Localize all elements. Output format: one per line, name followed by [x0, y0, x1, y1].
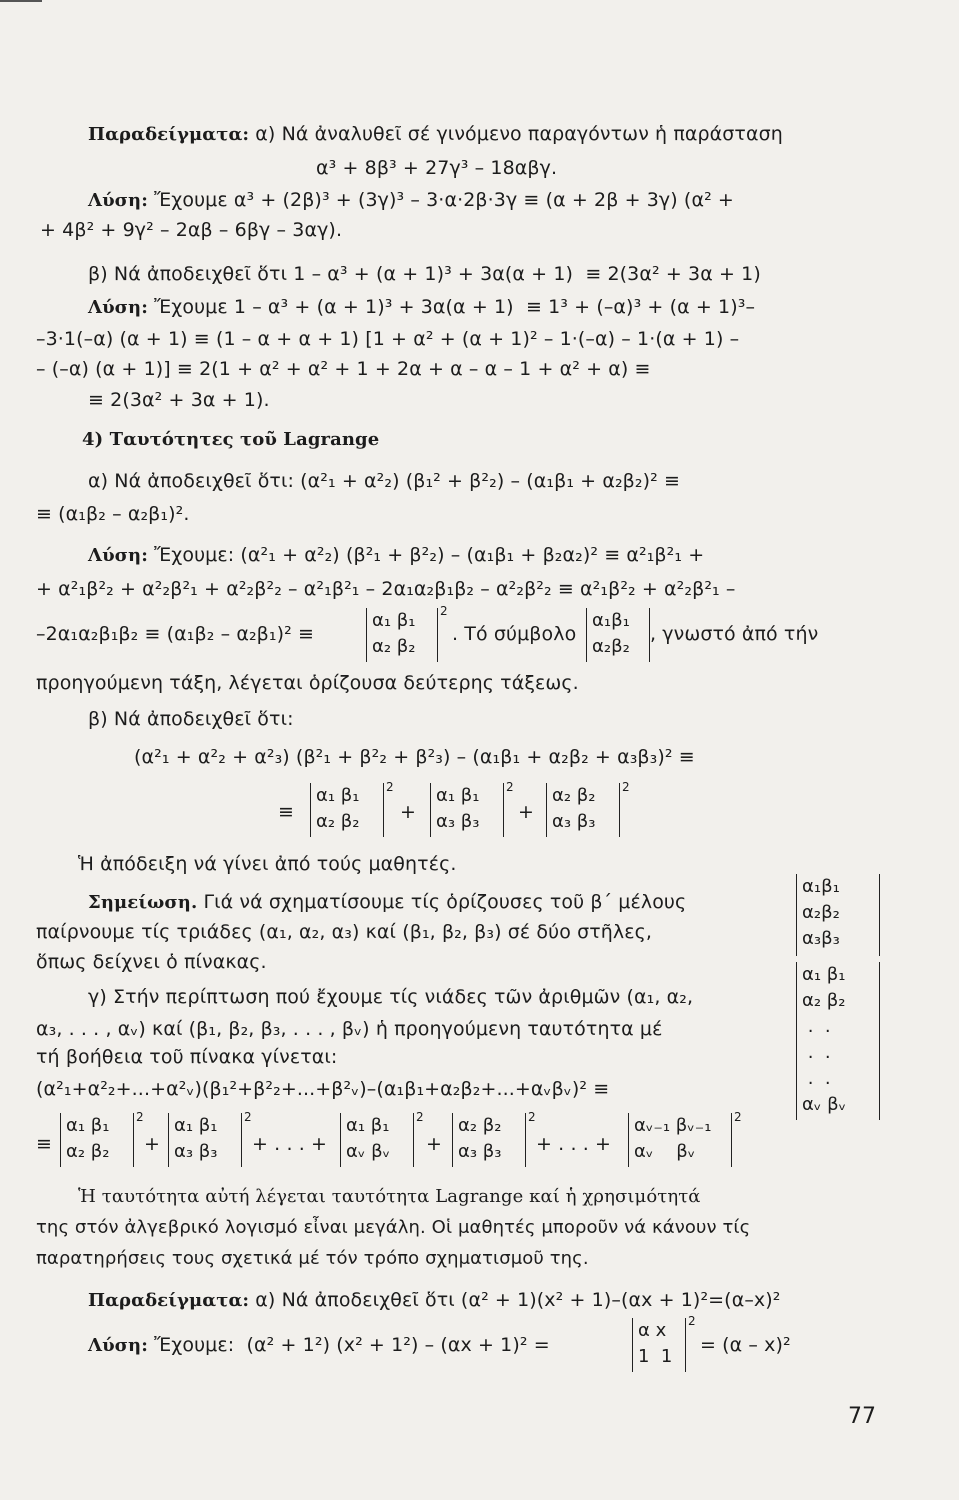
text: Ἔχουμε: (α² + 1²) (x² + 1²) – (αx + 1)² = — [147, 1334, 550, 1356]
text: α) Νά ἀποδειχθεῖ ὅτι: (α²₁ + α²₂) (β₁² + β²₂) – (α₁β₁ + α₂β₂)² ≡ — [88, 470, 681, 492]
determinant: α₁ β₁ α₂ β₂ — [60, 1113, 134, 1167]
solution-label: Λύση: — [88, 297, 148, 318]
text: Ἡ ταυτότητα αὐτή λέγεται ταυτότητα Lagrange καί ἡ χρησιμότητά — [78, 1186, 701, 1207]
text-line — [36, 357, 926, 381]
exponent: 2 — [506, 780, 514, 794]
text-line — [36, 920, 796, 944]
text-line — [40, 218, 920, 242]
determinant: α₂ β₂ α₃ β₃ — [546, 783, 620, 837]
ellipsis-plus: + . . . + — [536, 1133, 612, 1155]
solution-line — [88, 543, 948, 568]
note-line — [88, 890, 788, 915]
text: ≡ 2(3α² + 3α + 1). — [88, 389, 270, 411]
text: –2α₁α₂β₁β₂ ≡ (α₁β₂ – α₂β₁)² ≡ — [36, 623, 315, 645]
exponent: 2 — [136, 1110, 144, 1124]
plus-symbol: + — [518, 801, 535, 823]
text: α₃, . . . , αᵥ) καί (β₁, β₂, β₃, . . . , βᵥ) ἡ προηγούμενη ταυτότητα μέ — [36, 1018, 663, 1040]
example-heading-line — [88, 1288, 948, 1313]
text-line — [36, 1247, 836, 1271]
text: . Τό σύμβολο — [452, 623, 577, 645]
plus-symbol: + — [400, 801, 417, 823]
text: προηγούμενη τάξη, λέγεται ὁρίζουσα δεύτερης τάξεως. — [36, 672, 579, 694]
determinant: α₁ β₁ αᵥ βᵥ — [340, 1113, 414, 1167]
text: , γνωστό ἀπό τήν — [650, 623, 819, 645]
pairing-table: α₁ β₁ α₂ β₂ . . . . . . αᵥ βᵥ — [796, 962, 880, 1120]
text: Γιά νά σχηματίσουμε τίς ὁρίζουσες τοῦ β΄ μέλους — [197, 891, 687, 913]
pairing-table: α₁β₁ α₂β₂ α₃β₃ — [796, 874, 880, 956]
equation-line — [316, 156, 916, 180]
text: + α²₁β²₂ + α²₂β²₁ + α²₂β²₂ – α²₁β²₁ – 2α₁α₂β₁β₂ – α²₂β²₂ ≡ α²₁β²₂ + α²₂β²₁ – — [36, 578, 736, 600]
exponent: 2 — [688, 1314, 696, 1328]
determinant: α₁ β₁ α₂ β₂ — [310, 783, 384, 837]
text-line — [88, 262, 948, 286]
exponent: 2 — [416, 1110, 424, 1124]
text-line — [36, 1045, 536, 1069]
text-line — [36, 502, 536, 526]
solution-label: Λύση: — [88, 1335, 148, 1356]
text: – (–α) (α + 1)] ≡ 2(1 + α² + α² + 1 + 2α + α – α – 1 + α² + α) ≡ — [36, 358, 651, 380]
text: (α²₁ + α²₂ + α²₃) (β²₁ + β²₂ + β²₃) – (α₁β₁ + α₂β₂ + α₃β₃)² ≡ — [134, 746, 695, 768]
text: τή βοήθεια τοῦ πίνακα γίνεται: — [36, 1046, 338, 1068]
solution-label: Λύση: — [88, 545, 148, 566]
text-line — [36, 1077, 796, 1101]
text-line — [134, 745, 934, 769]
determinant: α₁ β₁ α₃ β₃ — [430, 783, 504, 837]
determinant: αᵥ₋₁ βᵥ₋₁ αᵥ βᵥ — [628, 1113, 732, 1167]
determinant: α x 1 1 — [632, 1318, 686, 1372]
exponent: 2 — [244, 1110, 252, 1124]
section-title: 4) Ταυτότητες τοῦ Lagrange — [82, 429, 380, 450]
text-line — [88, 707, 588, 731]
text: της στόν ἀλγεβρικό λογισμό εἶναι μεγάλη. Οἱ μαθητές μποροῦν νά κάνουν τίς — [36, 1217, 751, 1238]
determinant: α₁β₁ α₂β₂ — [586, 608, 650, 662]
text: β) Νά ἀποδειχθεῖ ὅτι 1 – α³ + (α + 1)³ + 3α(α + 1) ≡ 2(3α² + 3α + 1) — [88, 263, 761, 285]
text-line — [36, 1017, 786, 1041]
text: α) Νά ἀποδειχθεῖ ὅτι (α² + 1)(x² + 1)–(αx + 1)²=(α–x)² — [249, 1289, 781, 1311]
text-line — [78, 1185, 938, 1209]
ellipsis-plus: + . . . + — [252, 1133, 328, 1155]
solution-line — [88, 188, 948, 213]
text-line — [36, 327, 926, 351]
solution-line — [88, 1333, 648, 1358]
exponent: 2 — [440, 604, 448, 618]
text: = (α – x)² — [700, 1334, 791, 1356]
text: γ) Στήν περίπτωση πού ἔχουμε τίς νιάδες τῶν ἀριθμῶν (α₁, α₂, — [88, 986, 694, 1008]
text: (α²₁+α²₂+...+α²ᵥ)(β₁²+β²₂+...+β²ᵥ)–(α₁β₁+α₂β₂+...+αᵥβᵥ)² ≡ — [36, 1078, 610, 1100]
text: Ἔχουμε 1 – α³ + (α + 1)³ + 3α(α + 1) ≡ 1³ + (–α)³ + (α + 1)³– — [147, 296, 756, 318]
exponent: 2 — [734, 1110, 742, 1124]
text: β) Νά ἀποδειχθεῖ ὅτι: — [88, 708, 294, 730]
solution-line — [88, 295, 948, 320]
text-line — [700, 1333, 860, 1357]
text-line — [88, 469, 948, 493]
determinant: α₂ β₂ α₃ β₃ — [452, 1113, 526, 1167]
text: α³ + 8β³ + 27γ³ – 18αβγ. — [316, 157, 558, 179]
solution-label: Λύση: — [88, 190, 148, 211]
page-number: 77 — [848, 1404, 876, 1429]
determinant: α₁ β₁ α₂ β₂ — [366, 608, 438, 662]
text: Ἡ ἀπόδειξη νά γίνει ἀπό τούς μαθητές. — [78, 853, 457, 875]
text: –3·1(–α) (α + 1) ≡ (1 – α + α + 1) [1 + α² + (α + 1)² – 1·(–α) – 1·(α + 1) – — [36, 328, 740, 350]
determinant: α₁ β₁ α₃ β₃ — [168, 1113, 242, 1167]
section-heading — [82, 428, 682, 452]
text-line — [36, 622, 366, 646]
equiv-symbol: ≡ — [278, 801, 295, 823]
text-line — [88, 985, 788, 1009]
text: παρατηρήσεις τους σχετικά μέ τόν τρόπο σχηματισμοῦ της. — [36, 1248, 589, 1269]
text: παίρνουμε τίς τριάδες (α₁, α₂, α₃) καί (β₁, β₂, β₃) σέ δύο στῆλες, — [36, 921, 653, 943]
exponent: 2 — [528, 1110, 536, 1124]
text: ≡ (α₁β₂ – α₂β₁)². — [36, 503, 190, 525]
examples-label: Παραδείγματα: — [88, 124, 250, 145]
text-line — [650, 622, 900, 646]
text: + 4β² + 9γ² – 2αβ – 6βγ – 3αγ). — [40, 219, 343, 241]
examples-label: Παραδείγματα: — [88, 1290, 250, 1311]
text: α) Νά ἀναλυθεῖ σέ γινόμενο παραγόντων ἡ παράσταση — [249, 123, 783, 145]
exponent: 2 — [386, 780, 394, 794]
text-line — [36, 577, 936, 601]
text-line — [36, 950, 536, 974]
exponent: 2 — [622, 780, 630, 794]
text-line — [36, 671, 836, 695]
text-line — [36, 1216, 916, 1240]
equiv-symbol: ≡ — [36, 1133, 53, 1155]
note-label: Σημείωση. — [88, 892, 198, 913]
text: Ἔχουμε α³ + (2β)³ + (3γ)³ – 3·α·2β·3γ ≡ (α + 2β + 3γ) (α² + — [147, 189, 734, 211]
text-line — [88, 388, 588, 412]
text-line — [78, 852, 678, 876]
plus-symbol: + — [144, 1133, 161, 1155]
example-heading-line — [88, 122, 948, 147]
plus-symbol: + — [426, 1133, 443, 1155]
text: ὅπως δείχνει ὁ πίνακας. — [36, 951, 267, 973]
text: Ἔχουμε: (α²₁ + α²₂) (β²₁ + β²₂) – (α₁β₁ + β₂α₂)² ≡ α²₁β²₁ + — [147, 544, 705, 566]
